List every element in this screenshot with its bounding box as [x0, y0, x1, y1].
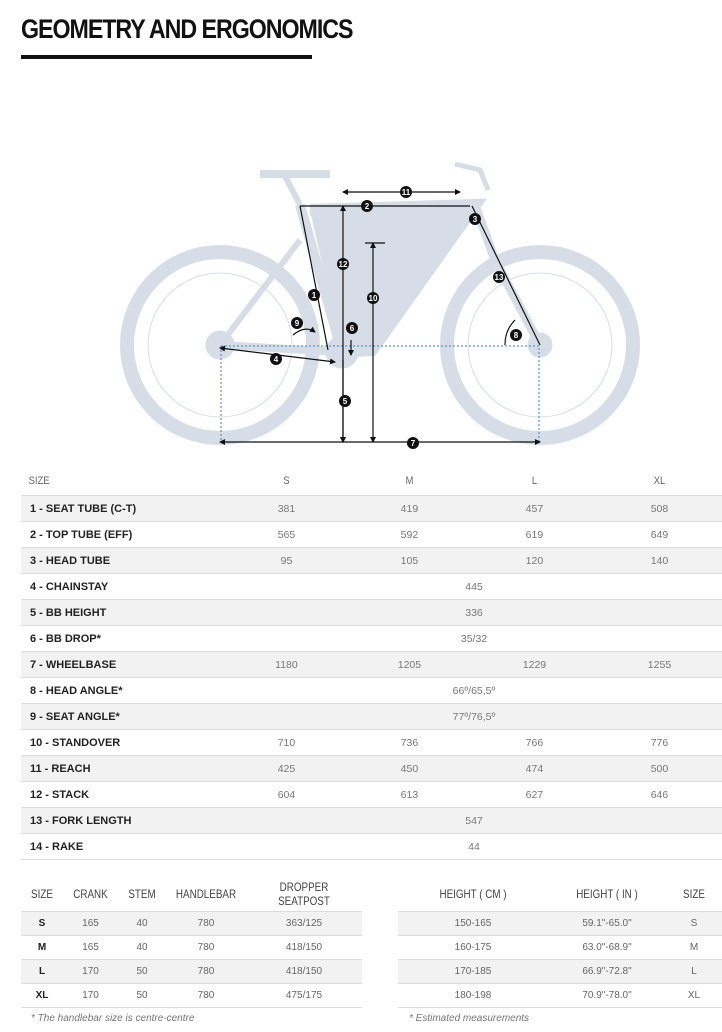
row-value: 649	[650, 528, 669, 541]
marker-2	[361, 200, 373, 212]
row-label: 8 - HEAD ANGLE*	[30, 684, 123, 697]
row-value: 1180	[275, 658, 298, 671]
row-value: 500	[650, 762, 669, 775]
svg-text:1: 1	[311, 291, 317, 300]
marker-8	[510, 329, 522, 341]
header-m: M	[405, 475, 414, 487]
table-row	[21, 548, 722, 574]
value-cell: 59.1"-65.0"	[582, 918, 632, 929]
row-value: 1255	[647, 658, 672, 671]
row-value: 565	[277, 528, 296, 541]
row-label: 7 - WHEELBASE	[30, 658, 117, 671]
svg-text:7: 7	[410, 439, 416, 448]
row-value: 381	[277, 502, 296, 515]
header-height-cm: HEIGHT ( CM )	[439, 887, 507, 901]
marker-7	[407, 437, 419, 449]
row-value: 1205	[397, 658, 422, 671]
row-value: 547	[465, 814, 483, 827]
value-cell: 363/125	[285, 918, 323, 929]
row-value: 95	[280, 554, 293, 567]
row-value: 77º/76,5º	[452, 710, 496, 723]
value-cell: 780	[197, 942, 215, 953]
row-label: 1 - SEAT TUBE (C-T)	[30, 502, 137, 515]
row-value: 619	[525, 528, 544, 541]
header-crank: CRANK	[73, 887, 108, 901]
value-cell: 40	[136, 918, 148, 929]
row-value: 35/32	[460, 632, 488, 645]
value-cell: 160-175	[454, 942, 492, 953]
table-row	[21, 626, 722, 652]
svg-text:10: 10	[368, 294, 378, 303]
geometry-header-row	[21, 467, 722, 496]
header-height-in: HEIGHT ( IN )	[576, 887, 638, 901]
row-value: 604	[277, 788, 296, 801]
row-label: 5 - BB HEIGHT	[30, 606, 107, 619]
svg-text:13: 13	[494, 273, 504, 282]
row-value: 419	[400, 502, 419, 515]
marker-10	[367, 292, 379, 304]
marker-3	[469, 213, 481, 225]
header-handlebar: HANDLEBAR	[175, 887, 237, 901]
marker-13	[493, 271, 505, 283]
row-label: 3 - HEAD TUBE	[30, 554, 111, 567]
row-label: 12 - STACK	[30, 788, 90, 801]
value-cell: 66.9"-72.8"	[582, 966, 632, 977]
table-row	[21, 574, 722, 600]
svg-text:6: 6	[349, 324, 355, 333]
table-row	[21, 782, 722, 808]
svg-text:5: 5	[342, 397, 348, 406]
size-cell: L	[38, 966, 46, 977]
handlebar-note: * The handlebar size is centre-centre	[31, 1013, 195, 1024]
row-value: 766	[525, 736, 544, 749]
title-underline	[21, 55, 312, 59]
marker-5	[339, 395, 351, 407]
row-value: 425	[277, 762, 296, 775]
value-cell: 170	[82, 966, 99, 977]
value-cell: 165	[82, 918, 99, 929]
marker-12	[337, 258, 349, 270]
row-value: 1229	[522, 658, 547, 671]
row-value: 646	[650, 788, 669, 801]
svg-text:9: 9	[294, 319, 300, 328]
row-value: 140	[650, 554, 669, 567]
row-value: 627	[525, 788, 544, 801]
row-value: 105	[400, 554, 419, 567]
svg-text:3: 3	[472, 215, 478, 224]
table-row	[21, 936, 362, 960]
value-cell: 418/150	[285, 966, 323, 977]
row-value: 776	[650, 736, 669, 749]
table-row	[21, 912, 362, 936]
row-label: 14 - RAKE	[30, 840, 84, 853]
header-l: L	[531, 475, 538, 487]
components-table	[21, 877, 362, 1008]
value-cell: 418/150	[285, 942, 323, 953]
value-cell: 165	[82, 942, 99, 953]
size-cell: S	[38, 918, 46, 929]
header-stem: STEM	[128, 887, 156, 901]
row-value: 613	[400, 788, 419, 801]
row-label: 13 - FORK LENGTH	[30, 814, 132, 827]
row-value: 44	[468, 840, 480, 853]
value-cell: 475/175	[285, 990, 323, 1001]
svg-text:2: 2	[364, 202, 370, 211]
row-value: 474	[525, 762, 544, 775]
header-size: SIZE	[31, 887, 53, 901]
components-header-row	[21, 877, 362, 912]
value-cell: 150-165	[454, 918, 492, 929]
rider-size-table	[398, 877, 722, 1008]
header-s: S	[283, 475, 290, 487]
row-label: 6 - BB DROP*	[30, 632, 101, 645]
svg-text:11: 11	[401, 188, 411, 197]
marker-9	[291, 317, 303, 329]
row-value: 508	[650, 502, 669, 515]
row-label: 11 - REACH	[30, 762, 91, 775]
table-row	[21, 756, 722, 782]
table-row	[21, 704, 722, 730]
header-dropper-seatpost: DROPPER SEATPOST	[278, 880, 330, 908]
table-row	[398, 984, 722, 1008]
row-value: 736	[400, 736, 419, 749]
size-cell: M	[689, 942, 699, 953]
table-row	[21, 730, 722, 756]
row-label: 4 - CHAINSTAY	[30, 580, 109, 593]
size-cell: M	[37, 942, 47, 953]
table-row	[21, 496, 722, 522]
table-row	[398, 936, 722, 960]
header-size: SIZE	[28, 475, 50, 487]
table-row	[21, 960, 362, 984]
geometry-table	[21, 467, 722, 860]
marker-11	[400, 186, 412, 198]
value-cell: 50	[136, 966, 148, 977]
value-cell: 780	[197, 918, 215, 929]
table-row	[21, 522, 722, 548]
svg-text:12: 12	[338, 260, 348, 269]
table-row	[21, 600, 722, 626]
row-value: 710	[277, 736, 296, 749]
marker-6	[346, 322, 358, 334]
svg-text:8: 8	[513, 331, 519, 340]
marker-1	[308, 289, 320, 301]
svg-text:4: 4	[273, 355, 279, 364]
value-cell: 780	[197, 966, 215, 977]
row-value: 336	[465, 606, 483, 619]
table-row	[398, 912, 722, 936]
table-row	[21, 678, 722, 704]
table-row	[21, 984, 362, 1008]
row-value: 450	[400, 762, 419, 775]
value-cell: 70.9"-78.0"	[582, 990, 632, 1001]
table-row	[398, 960, 722, 984]
value-cell: 170-185	[454, 966, 492, 977]
row-label: 10 - STANDOVER	[30, 736, 121, 749]
row-label: 9 - SEAT ANGLE*	[30, 710, 120, 723]
value-cell: 40	[136, 942, 148, 953]
page-title: GEOMETRY AND ERGONOMICS	[21, 14, 353, 44]
value-cell: 180-198	[454, 990, 492, 1001]
bike-silhouette	[127, 164, 633, 438]
size-cell: S	[690, 918, 698, 929]
rider-header-row	[398, 877, 722, 912]
row-value: 445	[465, 580, 483, 593]
row-value: 120	[525, 554, 544, 567]
marker-4	[270, 353, 282, 365]
row-label: 2 - TOP TUBE (EFF)	[30, 528, 133, 541]
value-cell: 63.0"-68.9"	[582, 942, 632, 953]
value-cell: 50	[136, 990, 148, 1001]
row-value: 457	[525, 502, 544, 515]
row-value: 592	[400, 528, 419, 541]
estimated-note: * Estimated measurements	[409, 1013, 530, 1024]
value-cell: 780	[197, 990, 215, 1001]
header-xl: XL	[653, 475, 666, 487]
size-cell: XL	[687, 990, 701, 1001]
table-row	[21, 652, 722, 678]
value-cell: 170	[82, 990, 99, 1001]
bike-geometry-diagram	[110, 150, 650, 455]
table-row	[21, 834, 722, 860]
table-row	[21, 808, 722, 834]
size-cell: L	[691, 966, 697, 977]
size-cell: XL	[35, 990, 49, 1001]
row-value: 66º/65,5º	[452, 684, 496, 697]
header-size: SIZE	[683, 887, 705, 901]
